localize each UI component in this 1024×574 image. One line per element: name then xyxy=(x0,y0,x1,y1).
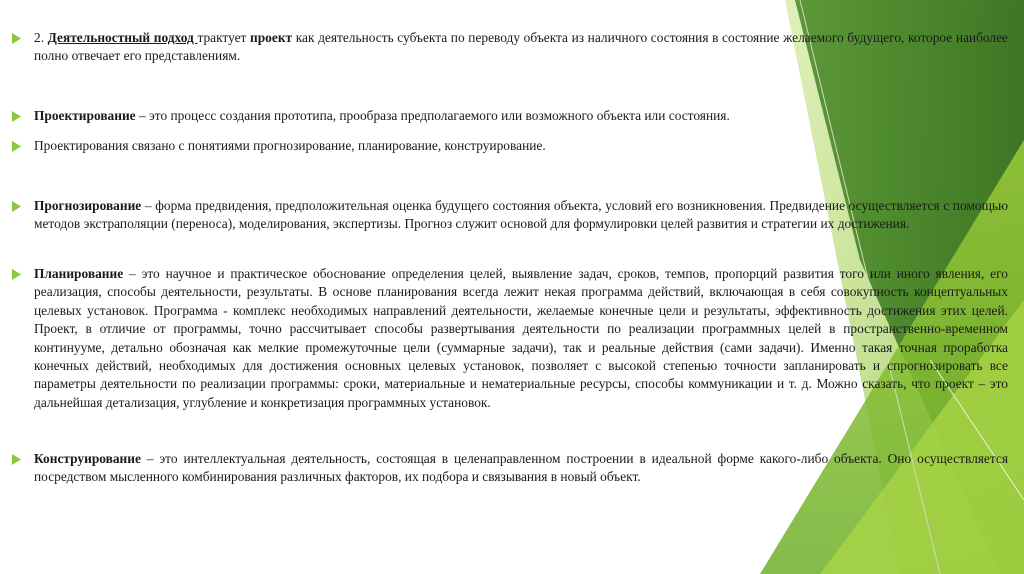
term-activity-approach: Деятельностный подход xyxy=(47,30,198,45)
paragraph-text xyxy=(34,29,1008,66)
term-planning: Планирование xyxy=(34,266,124,281)
paragraph-activity-approach xyxy=(6,29,1008,66)
paragraph-text xyxy=(34,137,1008,155)
paragraph-rest: – это процесс создания прототипа, прообраза предполагаемого или возможного объекта или состояния. xyxy=(135,108,730,123)
paragraph-design xyxy=(6,107,1008,125)
paragraph-text xyxy=(34,450,1008,487)
triangle-bullet-icon xyxy=(6,107,34,125)
paragraph-rest: Проектирования связано с понятиями прогнозирование, планирование, конструирование. xyxy=(34,138,546,153)
paragraph-number: 2. xyxy=(34,30,48,45)
term-forecasting: Прогнозирование xyxy=(34,198,142,213)
paragraph-rest: – форма предвидения, предположительная оценка будущего состояния объекта, условий его возникновения. Предвидение осуществляется с помощью методов экстраполяции (переноса), моделирования, экспертизы. Прогноз служит основой для формулировки целей развития и стратегии их достижения. xyxy=(34,198,1008,232)
term-project: проект xyxy=(250,30,293,45)
paragraph-design-related xyxy=(6,137,1008,155)
paragraph-construction xyxy=(6,450,1008,487)
paragraph-planning xyxy=(6,265,1008,412)
paragraph-text xyxy=(34,107,1008,125)
paragraph-middle: трактует xyxy=(197,30,251,45)
triangle-bullet-icon xyxy=(6,197,34,215)
paragraph-rest: – это научное и практическое обоснование определения целей, выявление задач, сроков, темпов, пропорций развития того или иного явления, его реализация, способы деятельности, результаты. В основе планирования всегда лежит некая программа действий, включающая в себя совокупность концептуальных целевых установок. Программа - комплекс необходимых направлений деятельности, желаемые конечные цели и результаты, эффективность достижения этих целей. Проект, в отличие от программы, точно рассчитывает способы развертывания деятельности по реализации программных целей в пространственно-временном континууме, детально обозначая как мелкие промежуточные цели (суммарные задачи), так и реальные действия (сами задачи). Именно такая точная проработка конечных действий, необходимых для достижения основных целевых установок, позволяет с высокой степенью точности запланировать и спрогнозировать все параметры деятельности по реализации программы: сроки, материальные и нематериальные ресурсы, способы коммуникации и т. д. Можно сказать, что проект – это дальнейшая детализация, углубление и конкретизация программных установок. xyxy=(34,266,1008,410)
paragraph-forecasting xyxy=(6,197,1008,234)
term-design: Проектирование xyxy=(34,108,136,123)
triangle-bullet-icon xyxy=(6,137,34,155)
paragraph-rest: – это интеллектуальная деятельность, состоящая в целенаправленном построении в идеальной форме какого-либо объекта. Оно осуществляется посредством мысленного комбинирования различных факторов, их подбора и связывания в новый объект. xyxy=(34,451,1008,485)
paragraph-rest: как деятельность субъекта по переводу объекта из наличного состояния в состояние желаемого будущего, которое наиболее полно отвечает его представлениям. xyxy=(34,30,1009,64)
triangle-bullet-icon xyxy=(6,265,34,283)
paragraph-text xyxy=(34,265,1008,412)
triangle-bullet-icon xyxy=(6,450,34,468)
term-construction: Конструирование xyxy=(34,451,141,466)
triangle-bullet-icon xyxy=(6,29,34,47)
paragraph-text xyxy=(34,197,1008,234)
